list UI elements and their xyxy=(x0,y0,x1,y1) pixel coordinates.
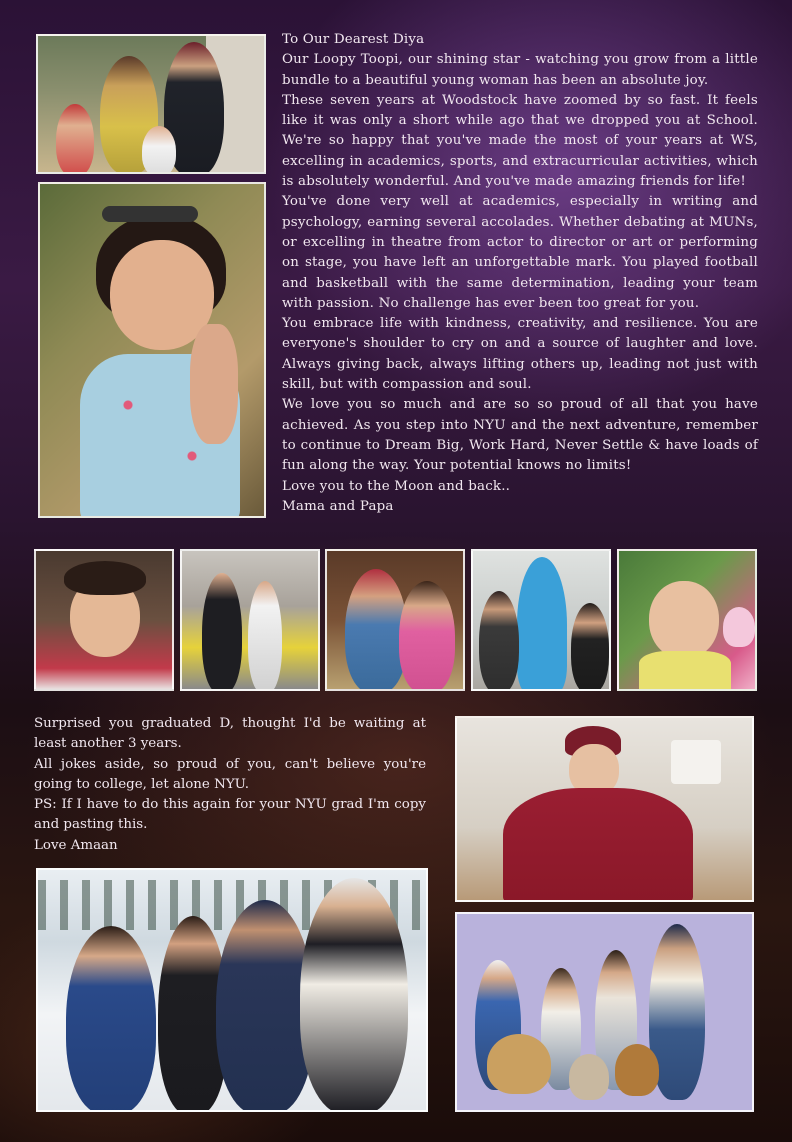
family-photo xyxy=(36,34,266,174)
arm-shape xyxy=(190,324,238,444)
cotton-candy-shape xyxy=(723,607,755,647)
child-figure xyxy=(142,126,176,174)
toddler-garden-photo xyxy=(617,549,757,691)
letter-signature: Mama and Papa xyxy=(282,498,394,514)
hoodie-shape xyxy=(503,788,693,902)
lamp-shape xyxy=(671,740,721,784)
child-figure xyxy=(56,104,94,174)
letter-text xyxy=(282,30,758,517)
family-with-dogs-photo xyxy=(455,912,754,1112)
surfboard-shape xyxy=(517,557,567,691)
dog-shape xyxy=(615,1044,659,1096)
person-figure xyxy=(66,926,156,1112)
boy-figure xyxy=(345,569,407,691)
note-text xyxy=(34,714,426,856)
letter-paragraph: We love you so much and are so so proud of all that you have achieved. As you step into NYU and the next adventure, remember to continue to Dream Big, Work Hard, Never Settle & have loads of fun along the way. Your potential knows no limits! xyxy=(282,397,758,474)
toddler-pigtails-photo xyxy=(34,549,174,691)
player-figure xyxy=(248,581,282,691)
toddler-photo xyxy=(38,182,266,518)
basketball-photo xyxy=(180,549,320,691)
person-figure xyxy=(479,591,519,691)
snow-family-photo xyxy=(36,868,428,1112)
siblings-hug-photo xyxy=(325,549,465,691)
letter-paragraph: These seven years at Woodstock have zoomed by so fast. It feels like it was only a short while ago that we dropped you at School. We're so happy that you've made the most of your years at WS, excelling in academics, sports, and extracurricular activities, which is absolutely wonderful. And you've made amazing friends for life! xyxy=(282,92,758,190)
face-shape xyxy=(649,581,719,659)
hair-shape xyxy=(64,561,146,595)
dog-shape xyxy=(487,1034,551,1094)
note-signature: Love Amaan xyxy=(34,837,118,853)
player-figure xyxy=(202,573,242,691)
dog-shape xyxy=(569,1054,609,1100)
sunglasses-shape xyxy=(102,206,198,222)
maroon-cap-photo xyxy=(455,716,754,902)
girl-figure xyxy=(399,581,455,691)
note-paragraph: All jokes aside, so proud of you, can't believe you're going to college, let alone NYU. xyxy=(34,756,426,792)
letter-paragraph: You've done very well at academics, especially in writing and psychology, earning several accolades. Whether debating at MUNs, or excelling in theatre from actor to director or art or performing on stage, you have left an unforgettable mark. You played football and basketball with the same determination, leading your team with passion. No challenge has ever been too great for you. xyxy=(282,194,758,311)
dress-shape xyxy=(639,651,731,691)
letter-paragraph: You embrace life with kindness, creativity, and resilience. You are everyone's shoulder to cry on and a source of laughter and love. Always giving back, always lifting others up, leading not just with skill, but with compassion and soul. xyxy=(282,316,758,393)
note-paragraph: PS: If I have to do this again for your NYU grad I'm copy and pasting this. xyxy=(34,797,426,833)
person-figure xyxy=(300,878,408,1112)
letter-paragraph: Love you to the Moon and back.. xyxy=(282,478,511,494)
note-paragraph: Surprised you graduated D, thought I'd be waiting at least another 3 years. xyxy=(34,716,426,752)
letter-paragraph: Our Loopy Toopi, our shining star - watching you grow from a little bundle to a beautiful young woman has been an absolute joy. xyxy=(282,52,758,88)
surfboard-photo xyxy=(471,549,611,691)
person-figure xyxy=(571,603,609,691)
letter-greeting: To Our Dearest Diya xyxy=(282,32,425,47)
